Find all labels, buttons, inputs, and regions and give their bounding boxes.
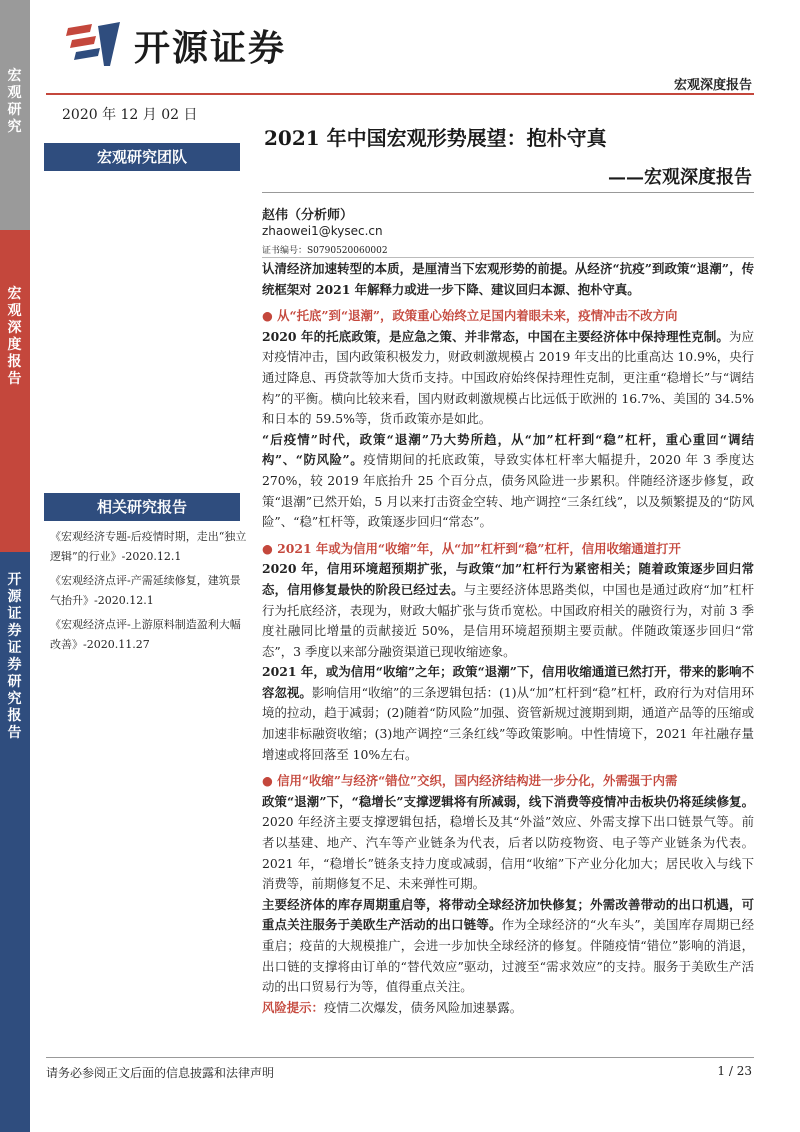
section-1-paragraph-1	[262, 327, 754, 430]
section-2-heading: ● 2021 年或为信用“收缩”年，从“加”杠杆到“稳”杠杆，信用收缩通道打开	[262, 540, 681, 556]
related-list	[50, 527, 248, 659]
side-strip-middle-text: 宏观深度报告	[7, 286, 23, 387]
s1-p1-text: 为应对疫情冲击，国内政策积极发力，财政刺激规模占 2019 年支出的比重高达 10.9%，央行通过降息、再贷款等加大货币支持。中国政府始终保持理性克制，更注重“稳增长”与“调结构”的平衡。横向比较来看，国内财政刺激规模占比远低于欧洲的 16.7%、美国的 34.5%和日本的 59.5%等，货币政策亦是如此。	[262, 328, 754, 427]
s2-p1-text: 与主要经济体思路类似，中国也是通过政府“加”杠杆行为托底经济，表现为，财政大幅扩张与货币宽松。中国政府相关的融资行为，对前 3 季度社融同比增量的贡献接近 50%，是信用环境超预期主要贡献。伴随政策逐步回归“常态”，3 季度以来部分融资渠道已现收缩迹象。	[262, 581, 755, 659]
s2-p2-bold: 2021 年，或为信用“收缩”之年；政策“退潮”下，信用收缩通道已然打开，带来的影响不容忽视。	[262, 664, 754, 700]
page-number: 1 / 23	[717, 1064, 752, 1078]
report-date: 2020 年 12 月 02 日	[62, 107, 198, 123]
s3-p2-bold: 主要经济体的库存周期重启等，将带动全球经济加快修复；外需改善带动的出口机遇，可重点关注服务于美欧生产活动的出口链等。	[262, 896, 754, 933]
s3-p1-bold: 政策“退潮”下，“稳增长”支撑逻辑将有所减弱，线下消费等疫情冲击板块仍将延续修复。	[262, 793, 754, 809]
related-item[interactable]: 《宏观经济专题-后疫情时期，走出“独立逻辑”的行业》-2020.12.1	[50, 530, 247, 563]
s1-p2-bold: “后疫情”时代，政策“退潮”乃大势所趋，从“加”杠杆到“稳”杠杆，重心重回“调结构”、“防风险”。	[262, 431, 754, 468]
section-2-paragraph-2	[262, 662, 754, 765]
main-body	[262, 259, 754, 1018]
section-2-paragraph-1	[262, 559, 754, 662]
side-strip-bottom-text: 开源证券 证券研究报告	[7, 572, 23, 741]
footer-divider	[46, 1057, 754, 1058]
risk-label: 风险提示：	[262, 999, 324, 1015]
s2-p1-bold: 2020 年，信用环境超预期扩张，与政策“加”杠杆行为紧密相关；随着政策逐步回归常态，信用修复最快的阶段已经过去。	[262, 561, 754, 597]
report-title: 2021 年中国宏观形势展望：抱朴守真	[264, 126, 607, 150]
brand-name: 开源证券	[134, 28, 287, 69]
s3-p1-text: 2020 年经济主要支撑逻辑包括，稳增长及其“外溢”效应、外需支撑下出口链景气等。前者以基建、地产、汽车等产业链条为代表，后者以防疫物资、电子等产业链条为代表。2021 年，“稳增长”链条支持力度或减弱，信用“收缩”下产业分化加大；居民收入与线下消费等，前期修复不足、未来弹性可期。	[262, 814, 754, 892]
analyst-email[interactable]: zhaowei1@kysec.cn	[262, 224, 383, 238]
analyst-divider	[262, 257, 754, 258]
section-1-heading: ● 从“托底”到“退潮”，政策重心始终立足国内着眼未来，疫情冲击不改方向	[262, 308, 678, 324]
footer-disclaimer: 请务必参阅正文后面的信息披露和法律声明	[46, 1066, 275, 1080]
side-strip-top	[0, 0, 30, 230]
side-strip-middle	[0, 230, 30, 552]
header-divider	[46, 93, 754, 95]
report-type-label: 宏观深度报告	[673, 78, 752, 93]
s2-p2-text: 影响信用“收缩”的三条逻辑包括：(1)从“加”杠杆到“稳”杠杆，政府行为对信用环境的拉动，趋于减弱；(2)随着“防风险”加强、资管新规过渡期到期，通道产品等的压缩或加速非标融资收缩；(3)地产调控“三条红线”等政策影响。中性情境下，2021 年社融存量增速或将回落至 10%左右。	[262, 684, 755, 762]
analyst-name: 赵伟（分析师）	[262, 208, 354, 223]
side-strip-bottom	[0, 552, 30, 1132]
risk-paragraph	[262, 998, 754, 1019]
risk-text: 疫情二次爆发，债务风险加速暴露。	[323, 999, 523, 1015]
report-subtitle: ——宏观深度报告	[608, 167, 752, 188]
title-divider	[262, 192, 754, 193]
related-heading: 相关研究报告	[44, 493, 240, 521]
team-bar: 宏观研究团队	[44, 143, 240, 171]
related-item[interactable]: 《宏观经济点评-产需延续修复，建筑景气抬升》-2020.12.1	[50, 574, 241, 607]
section-3-paragraph-1	[262, 792, 754, 895]
s1-p2-text: 疫情期间的托底政策，导致实体杠杆率大幅提升，2020 年 3 季度达 270%，较 2019 年底抬升 25 个百分点，债务风险进一步累积。伴随经济逐步修复，政策“退潮”已然开始，5 月以来打击资金空转、地产调控“三条红线”，以及频繁提及的“防风险”、“稳”杠杆等，政策逐步回归“常态”。	[262, 452, 754, 530]
s1-p1-bold: 2020 年的托底政策，是应急之策、并非常态，中国在主要经济体中保持理性克制。	[262, 328, 730, 344]
s3-p2-text: 作为全球经济的“火车头”，美国库存周期已经重启；疫苗的大规模推广，会进一步加快全球经济的修复。伴随疫情“错位”影响的消退，出口链的支撑将由订单的“替代效应”驱动，过渡至“需求效应”的支持。服务于美欧生产活动的出口贸易行为等，值得重点关注。	[262, 917, 755, 995]
section-3-heading: ● 信用“收缩”与经济“错位”交织，国内经济结构进一步分化，外需强于内需	[262, 773, 678, 789]
section-1-paragraph-2	[262, 430, 754, 533]
intro-paragraph: 认清经济加速转型的本质，是厘清当下宏观形势的前提。从经济“抗疫”到政策“退潮”，传统框架对 2021 年解释力或进一步下降、建议回归本源、抱朴守真。	[262, 261, 754, 297]
section-3-paragraph-2	[262, 895, 754, 998]
brand-logo-icon	[62, 20, 130, 70]
analyst-cert: 证书编号：S0790520060002	[262, 246, 388, 256]
related-item[interactable]: 《宏观经济点评-上游原料制造盈利大幅改善》-2020.11.27	[50, 618, 241, 651]
side-strip-top-text: 宏观研究	[7, 68, 23, 135]
